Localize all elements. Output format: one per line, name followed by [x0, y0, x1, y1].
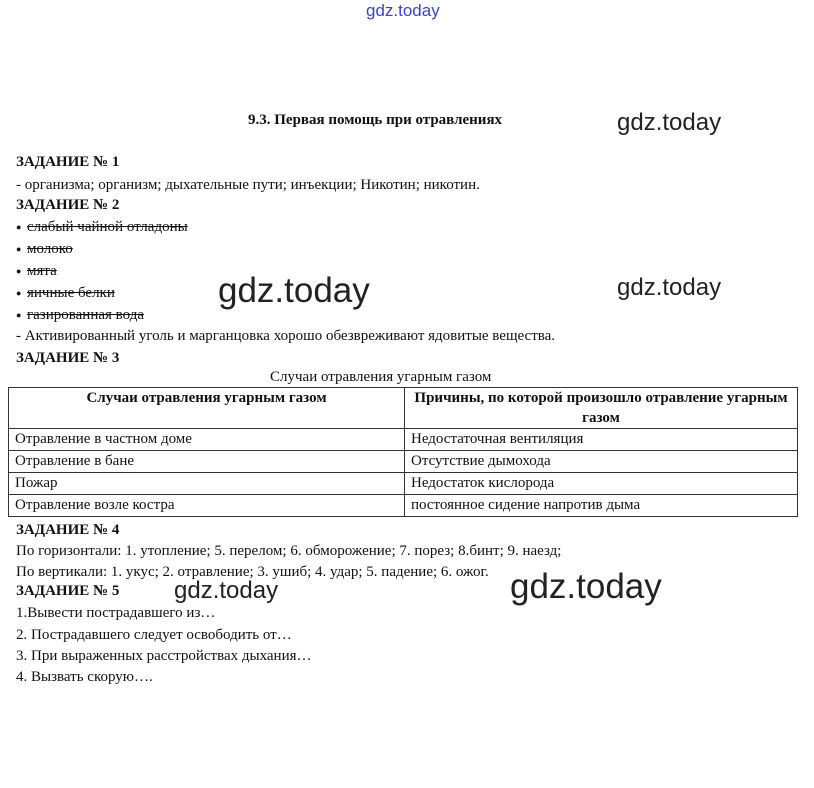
table-caption: Случаи отравления угарным газом	[270, 369, 492, 385]
table-header-row	[9, 388, 798, 429]
table-cell: постоянное сидение напротив дыма	[405, 495, 798, 517]
list-item: ● мята	[16, 262, 188, 284]
table-cell: Отсутствие дымохода	[405, 451, 798, 473]
table-cell: Отравление возле костра	[9, 495, 405, 517]
task5-step: 1.Вывести пострадавшего из…	[16, 605, 216, 621]
watermark: gdz.today	[174, 577, 279, 604]
watermark-top: gdz.today	[366, 1, 440, 20]
table-cell: Недостаток кислорода	[405, 473, 798, 495]
task4-horizontal: По горизонтали: 1. утопление; 5. перелом; 6. обморожение; 7. порез; 8.бинт; 9. наезд;	[16, 543, 562, 559]
watermark: gdz.today	[617, 109, 722, 136]
table-cell: Недостаточная вентиляция	[405, 429, 798, 451]
table-cell: Отравление в бане	[9, 451, 405, 473]
task1-heading: ЗАДАНИЕ № 1	[16, 154, 120, 170]
task3-heading: ЗАДАНИЕ № 3	[16, 350, 120, 366]
task2-list	[16, 218, 188, 328]
watermark: gdz.today	[617, 274, 722, 301]
task1-answer: - организма; организм; дыхательные пути; инъекции; Никотин; никотин.	[16, 177, 480, 193]
table-row	[9, 473, 798, 495]
poisoning-table	[8, 387, 798, 517]
list-item: ● яичные белки	[16, 284, 188, 306]
list-item: ● слабый чайной отладоны	[16, 218, 188, 240]
column-header: Причины, по которой произошло отравление угарным газом	[405, 388, 798, 429]
watermark: gdz.today	[510, 567, 662, 606]
task5-step: 4. Вызвать скорую….	[16, 669, 153, 685]
table-row	[9, 495, 798, 517]
task2-heading: ЗАДАНИЕ № 2	[16, 197, 120, 213]
task4-vertical: По вертикали: 1. укус; 2. отравление; 3. ушиб; 4. удар; 5. падение; 6. ожог.	[16, 564, 489, 580]
task5-step: 2. Пострадавшего следует освободить от…	[16, 627, 292, 643]
table-cell: Пожар	[9, 473, 405, 495]
column-header: Случаи отравления угарным газом	[9, 388, 405, 429]
list-item: ● молоко	[16, 240, 188, 262]
table-row	[9, 451, 798, 473]
page-title: 9.3. Первая помощь при отравлениях	[248, 112, 503, 128]
task4-heading: ЗАДАНИЕ № 4	[16, 522, 120, 538]
task5-step: 3. При выраженных расстройствах дыхания…	[16, 648, 312, 664]
table-cell: Отравление в частном доме	[9, 429, 405, 451]
table-row	[9, 429, 798, 451]
list-item: ● газированная вода	[16, 306, 188, 328]
watermark: gdz.today	[218, 271, 370, 310]
task5-heading: ЗАДАНИЕ № 5	[16, 583, 120, 599]
task2-note: - Активированный уголь и марганцовка хорошо обезвреживают ядовитые вещества.	[16, 328, 556, 344]
